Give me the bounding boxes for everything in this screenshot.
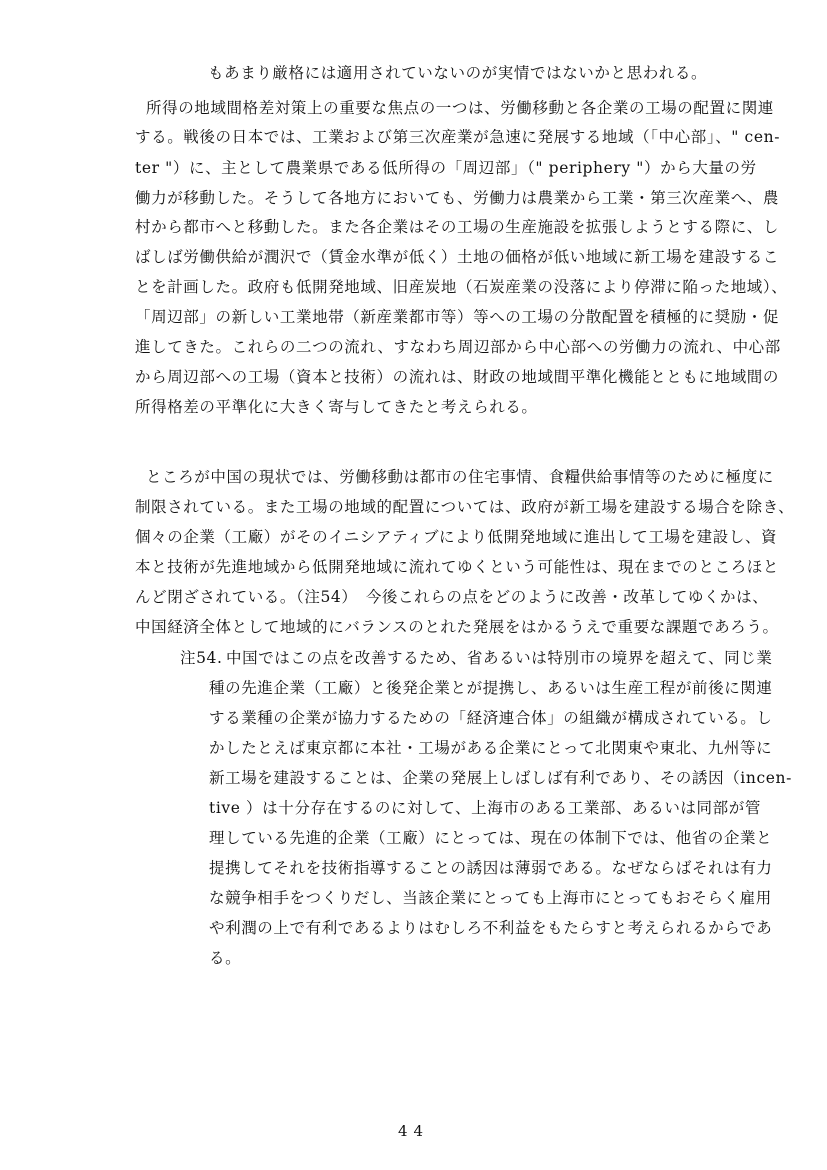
body-line: 個々の企業（工廠）がそのイニシアティブにより低開発地域に進出して工場を建設し、資 [135,528,778,546]
footnote-line: 種の先進企業（工廠）と後発企業とが提携し、あるいは生産工程が前後に関連 [209,679,773,697]
page-number: 44 [397,1122,430,1140]
footnote-label: 注54. [180,649,223,667]
body-line: する。戦後の日本では、工業および第三次産業が急速に発展する地域（「中心部」、" cen- [135,128,781,146]
body-line: 中国経済全体として地域的にバランスのとれた発展をはかるうえで重要な課題であろう。 [135,618,779,636]
footnote-line: る。 [209,949,242,967]
footnote-line: tive ）は十分存在するのに対して、上海市のある工業部、あるいは同部が管 [209,799,761,817]
footnote-line: 提携してそれを技術指導することの誘因は薄弱である。なぜならばそれは有力 [209,859,773,877]
footnote-line: や利潤の上で有利であるよりはむしろ不利益をもたらすと考えられるからであ [209,919,773,937]
footnote-line: な競争相手をつくりだし、当該企業にとっても上海市にとってもおそらく雇用 [209,889,772,907]
body-line: 進してきた。これらの二つの流れ、すなわち周辺部から中心部への労働力の流れ、中心部 [135,338,781,356]
footnote-line: かしたとえば東京都に本社・工場がある企業にとって北関東や東北、九州等に [209,739,773,757]
body-line: んど閉ざされている。（注54） 今後これらの点をどのように改善・改革してゆくかは、 [135,588,769,606]
body-line: 所得格差の平準化に大きく寄与してきたと考えられる。 [135,398,538,416]
body-line: ところが中国の現状では、労働移動は都市の住宅事情、食糧供給事情等のために極度に [146,468,774,486]
body-line: 本と技術が先進地域から低開発地域に流れてゆくという可能性は、現在までのところほと [135,558,780,576]
body-line: とを計画した。政府も低開発地域、旧産炭地（石炭産業の没落により停滞に陥った地域）、 [135,278,788,296]
body-line: ばしば労働供給が潤沢で（賃金水準が低く）土地の価格が低い地域に新工場を建設するこ [135,248,780,266]
body-line: から周辺部への工場（資本と技術）の流れは、財政の地域間平準化機能とともに地域間の [135,368,780,386]
body-line: 村から都市へと移動した。また各企業はその工場の生産施設を拡張しようとする際に、し [135,218,780,236]
body-line: 「周辺部」の新しい工業地帯（新産業都市等）等への工場の分散配置を積極的に奨励・促 [135,308,780,326]
body-line: 所得の地域間格差対策上の重要な焦点の一つは、労働移動と各企業の工場の配置に関連 [146,99,774,117]
body-line: ter "）に、主として農業県である低所得の「周辺部」（" periphery "）から大量の労 [135,159,757,177]
footnote-line: 新工場を建設することは、企業の発展上しばしば有利であり、その誘因（incen- [209,769,792,787]
footnote-line: 中国ではこの点を改善するため、省あるいは特別市の境界を超えて、同じ業 [226,649,773,667]
footnote-line: 理している先進的企業（工廠）にとっては、現在の体制下では、他省の企業と [209,829,773,847]
footnote-line: する業種の企業が協力するための「経済連合体」の組織が構成されている。し [209,709,773,727]
body-line: 働力が移動した。そうして各地方においても、労働力は農業から工業・第三次産業へ、農 [135,189,780,207]
body-line: もあまり厳格には適用されていないのが実情ではないかと思われる。 [208,64,708,82]
body-line: 制限されている。また工場の地域的配置については、政府が新工場を建設する場合を除き、 [135,498,795,516]
